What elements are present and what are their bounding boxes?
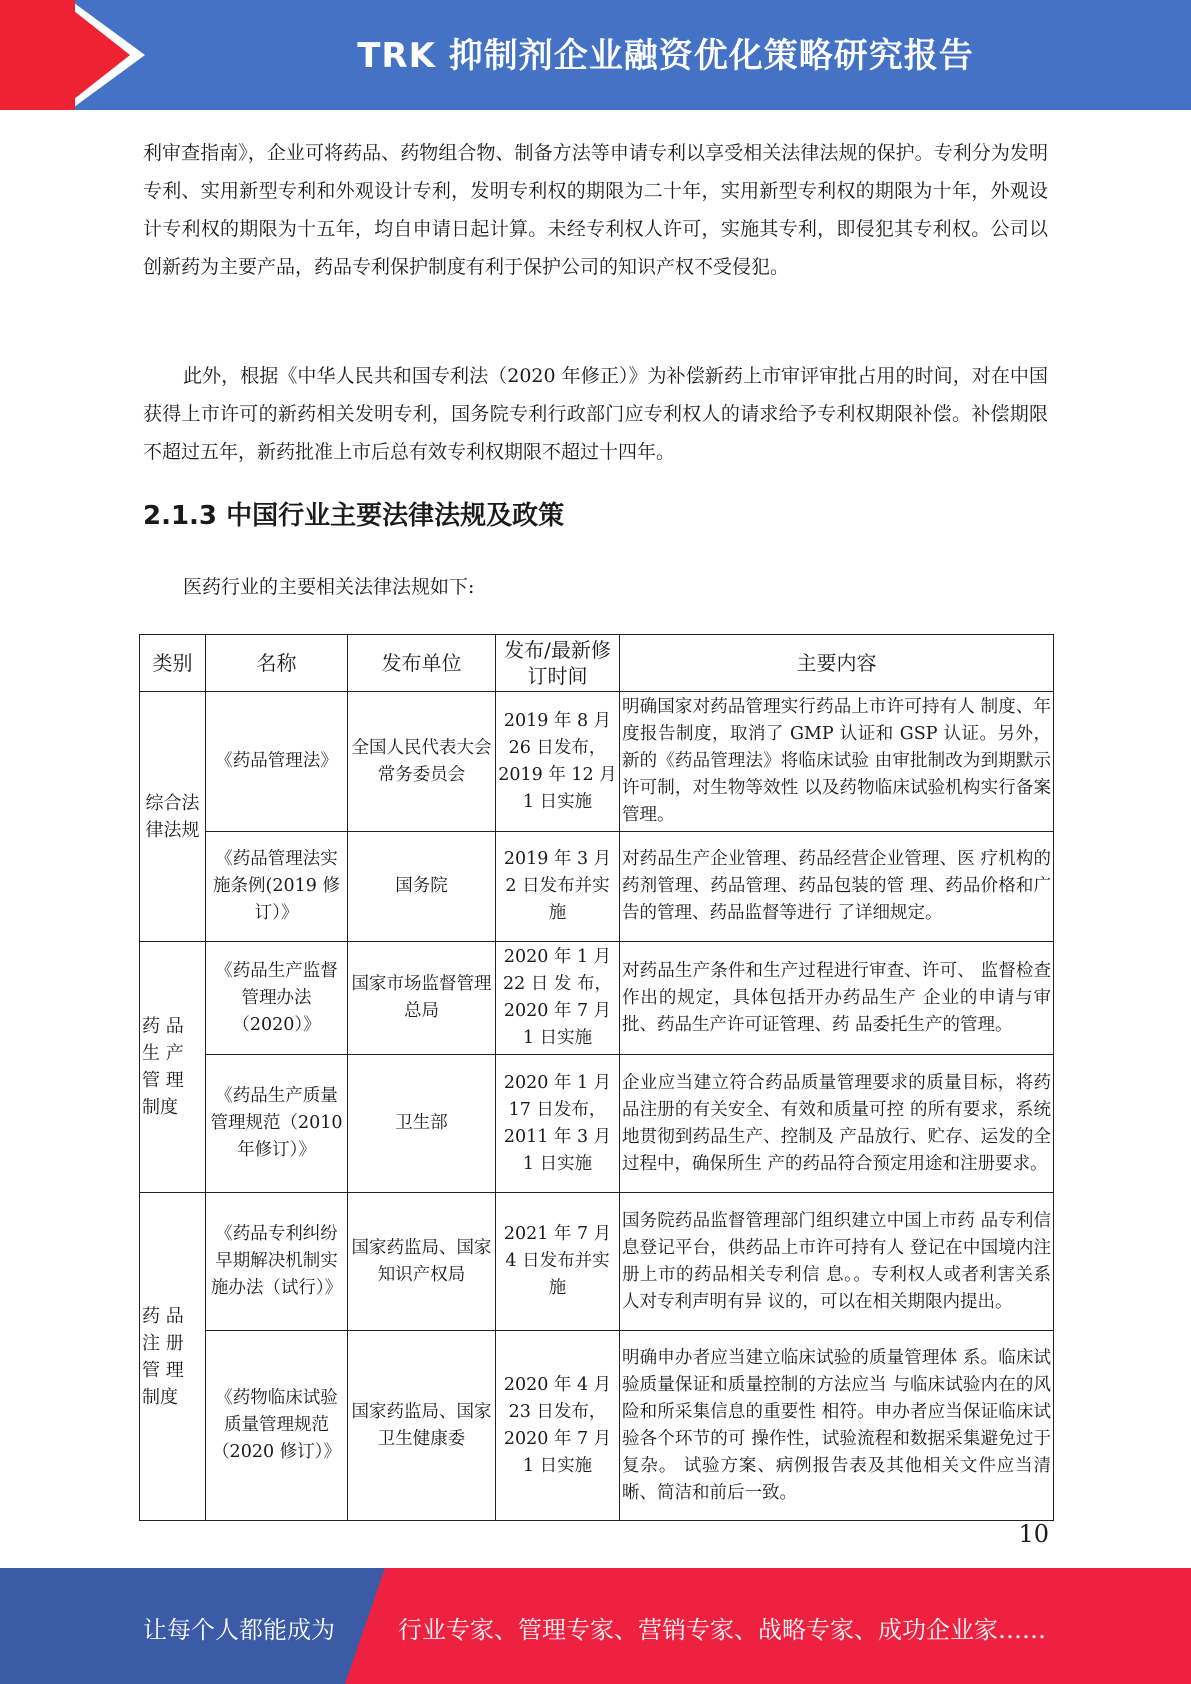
header-category: 类别: [140, 635, 206, 692]
page-footer: [0, 1568, 1191, 1684]
table-row: [140, 1055, 1054, 1193]
table-header-row: [140, 635, 1054, 692]
content-cell: 企业应当建立符合药品质量管理要求的质量目标，将药品注册的有关安全、有效和质量可控 的所有要求，系统地贯彻到药品生产、控制及 产品放行、贮存、运发的全过程中，确保所生 产的药品符合预定用途和注册要求。: [620, 1055, 1054, 1193]
header-date: 发布/最新修订时间: [496, 635, 620, 692]
content-cell: 明确申办者应当建立临床试验的质量管理体 系。临床试验质量保证和质量控制的方法应当 与临床试验内在的风险和所采集信息的重要性 相符。申办者应当保证临床试验各个环节的可 操作性，试验流程和数据采集避免过于复杂。 试验方案、病例报告表及其他相关文件应当清 晰、简洁和前后一致。: [620, 1331, 1054, 1521]
publisher-cell: 卫生部: [348, 1055, 496, 1193]
header-content: 主要内容: [620, 635, 1054, 692]
publisher-cell: 国家药监局、国家知识产权局: [348, 1193, 496, 1331]
regulations-table: [139, 634, 1054, 1521]
header-red-chevron: [60, 0, 130, 110]
footer-slogan-left: 让每个人都能成为: [143, 1616, 335, 1644]
content-cell: 明确国家对药品管理实行药品上市许可持有人 制度、年度报告制度，取消了 GMP 认证和 GSP 认证。另外，新的《药品管理法》将临床试验 由审批制改为到期默示许可制，对生物等效性 以及药物临床试验机构实行备案管理。: [620, 692, 1054, 832]
publisher-cell: 国家药监局、国家卫生健康委: [348, 1331, 496, 1521]
publisher-cell: 全国人民代表大会常务委员会: [348, 692, 496, 832]
table-row: [140, 1193, 1054, 1331]
section-intro: 医药行业的主要相关法律法规如下:: [183, 576, 475, 598]
name-cell: 《药品生产质量管理规范（2010 年修订）》: [206, 1055, 348, 1193]
header-title: TRK 抑制剂企业融资优化策略研究报告: [357, 36, 974, 76]
publisher-cell: 国家市场监督管理总局: [348, 942, 496, 1055]
publisher-cell: 国务院: [348, 832, 496, 942]
paragraph-patent-review: 利审查指南》，企业可将药品、药物组合物、制备方法等申请专利以享受相关法律法规的保护。专利分为发明专利、实用新型专利和外观设计专利，发明专利权的期限为二十年，实用新型专利权的期限为十年，外观设计专利权的期限为十五年，均自申请日起计算。未经专利权人许可，实施其专利，即侵犯其专利权。公司以创新药为主要产品，药品专利保护制度有利于保护公司的知识产权不受侵犯。: [143, 142, 1048, 278]
category-cell: 药 品 生 产 管 理 制度: [140, 942, 206, 1193]
category-cell: 综合法律法规: [140, 692, 206, 942]
name-cell: 《药品生产监督管理办法（2020）》: [206, 942, 348, 1055]
name-cell: 《药品管理法实施条例(2019 修订）》: [206, 832, 348, 942]
footer-slogan-right: 行业专家、管理专家、营销专家、战略专家、成功企业家……: [398, 1616, 1046, 1644]
table-row: [140, 1331, 1054, 1521]
table-row: [140, 942, 1054, 1055]
name-cell: 《药物临床试验质量管理规范（2020 修订）》: [206, 1331, 348, 1521]
content-cell: 国务院药品监督管理部门组织建立中国上市药 品专利信息登记平台，供药品上市许可持有人 登记在中国境内注册上市的药品相关专利信 息。。专利权人或者利害关系人对专利声明有异 议的，可以在相关期限内提出。: [620, 1193, 1054, 1331]
date-cell: 2019 年 8 月 26 日发布，2019 年 12 月 1 日实施: [496, 692, 620, 832]
date-cell: 2020 年 1 月 17 日发布，2011 年 3 月 1 日实施: [496, 1055, 620, 1193]
content-cell: 对药品生产条件和生产过程进行审查、许可、 监督检查作出的规定，具体包括开办药品生产 企业的申请与审批、药品生产许可证管理、药 品委托生产的管理。: [620, 942, 1054, 1055]
page-number: 10: [1018, 1520, 1049, 1548]
date-cell: 2021 年 7 月 4 日发布并实施: [496, 1193, 620, 1331]
table-row: [140, 832, 1054, 942]
header-name: 名称: [206, 635, 348, 692]
footer-blue-slant: [345, 1568, 385, 1684]
table-row: [140, 692, 1054, 832]
date-cell: 2020 年 4 月 23 日发布，2020 年 7 月 1 日实施: [496, 1331, 620, 1521]
paragraph-patent-compensation: 此外，根据《中华人民共和国专利法（2020 年修正）》为补偿新药上市审评审批占用的时间，对在中国获得上市许可的新药相关发明专利，国务院专利行政部门应专利权人的请求给予专利权期限补偿。补偿期限不超过五年，新药批准上市后总有效专利权期限不超过十四年。: [143, 365, 1048, 463]
section-heading: 2.1.3 中国行业主要法律法规及政策: [143, 501, 565, 531]
content-cell: 对药品生产企业管理、药品经营企业管理、医 疗机构的药剂管理、药品管理、药品包装的管 理、药品价格和广告的管理、药品监督等进行 了详细规定。: [620, 832, 1054, 942]
header-publisher: 发布单位: [348, 635, 496, 692]
name-cell: 《药品专利纠纷早期解决机制实施办法（试行）》: [206, 1193, 348, 1331]
name-cell: 《药品管理法》: [206, 692, 348, 832]
page-header: [0, 0, 1191, 110]
date-cell: 2020 年 1 月 22 日 发 布，2020 年 7 月 1 日实施: [496, 942, 620, 1055]
category-cell: 药 品 注 册 管 理 制度: [140, 1193, 206, 1521]
date-cell: 2019 年 3 月 2 日发布并实施: [496, 832, 620, 942]
